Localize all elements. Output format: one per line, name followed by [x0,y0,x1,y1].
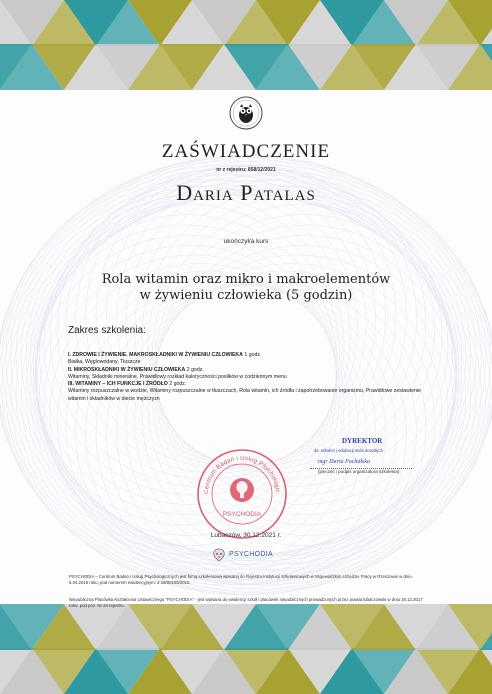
scope-item-hours: 2 godz. [167,381,187,388]
course-title [80,272,412,304]
guilloche-line [86,166,386,466]
scope-item-desc: Witaminy, Składniki mineralne, Prawidłowy rozkład kaloryczności posiłków w codziennym menu [68,373,287,380]
brand-logo [212,548,284,562]
director-title: DYREKTOR [342,437,383,445]
registry-number: nr z rejestru: 858/12/2021 [216,167,276,173]
scope-item-hours: 2 godz. [185,366,204,373]
footer-note-1: PSYCHODIA – Centrum Badań i Usług Psychologicznych jest firmą szkoleniową wpisaną do Rejestru Instytucji Szkoleniowych w Wojewódzkim Urzędzie Pracy w Rzeszowie w dniu 5.04.2016 roku, pod numerem ewidencyjnym: 2.18/00109/2016. [69,574,412,586]
director-subtitle: ds. szkoleń i edukacji osób dorosłych [314,448,383,453]
bottom-triangle-border [0,604,492,694]
scope-item-desc: Witaminy rozpuszczalne w wodzie, Witaminy rozpuszczalne w tłuszczach, Rola witamin, ich źródła i zapotrzebowanie organizmu, Prawidłowe zestawienie witamin i składników w diecie mężczyzn [68,388,421,402]
recipient-name: Daria Patalas [176,180,316,205]
owl-logo-icon [228,95,264,131]
seal-bottom-text: PSYCHODIA [222,511,262,518]
director-stamp [300,436,426,482]
course-title-line-1: Rola witamin oraz mikro i makroelementów [101,272,391,287]
scope-item [68,352,428,359]
completed-text: ukończył/a kurs [223,238,269,245]
course-title-line-2: w żywieniu człowieka (5 godzin) [139,288,353,303]
scope-item-desc: Białka, Węglowodany, Tłuszcze [68,359,141,366]
scope-list [68,352,428,403]
scope-heading: Zakres szkolenia: [68,325,146,336]
psychodia-logo-icon [212,548,226,562]
place-date: Lubaczów, 30.12.2021 r. [210,532,282,539]
scope-item-heading: I. ZDROWIE I ŻYWIENIE. MAKROSKŁADNIKI W ŻYWIENIU CZŁOWIEKA [68,352,243,358]
top-triangle-border [0,0,492,90]
scope-item [68,381,428,388]
footer-note-2: Niepubliczna Placówka Kształcenia Ustawicznego "PSYCHODIA" - jest wpisana do ewidencji szkół i placówek niepublicznych prowadzonych przez powiat lubaczowski w dniu 19.12.2017 roku, pod poz. Nr 23 rejestru. [69,597,423,609]
scope-item-heading: II. MIKROSKŁADNIKI W ŻYWIENIU CZŁOWIEKA [68,366,186,373]
certificate-title: ZAŚWIADCZENIE [161,141,331,162]
director-name: mgr Daria Pochałska [318,459,370,465]
signature-caption: (pieczęć i podpis organizatora szkolenia) [318,469,400,474]
scope-item-heading: III. WITAMINY – ICH FUNKCJE I ŹRÓDŁO [68,381,168,388]
scope-item [68,367,428,374]
seal-outer-text: Centrum Badań i Usług Psychologic [202,454,282,495]
brand-name: PSYCHODIA [229,551,273,558]
company-seal [194,446,290,542]
guilloche-line [106,166,406,466]
scope-item-hours: 1 godz. [242,352,262,358]
